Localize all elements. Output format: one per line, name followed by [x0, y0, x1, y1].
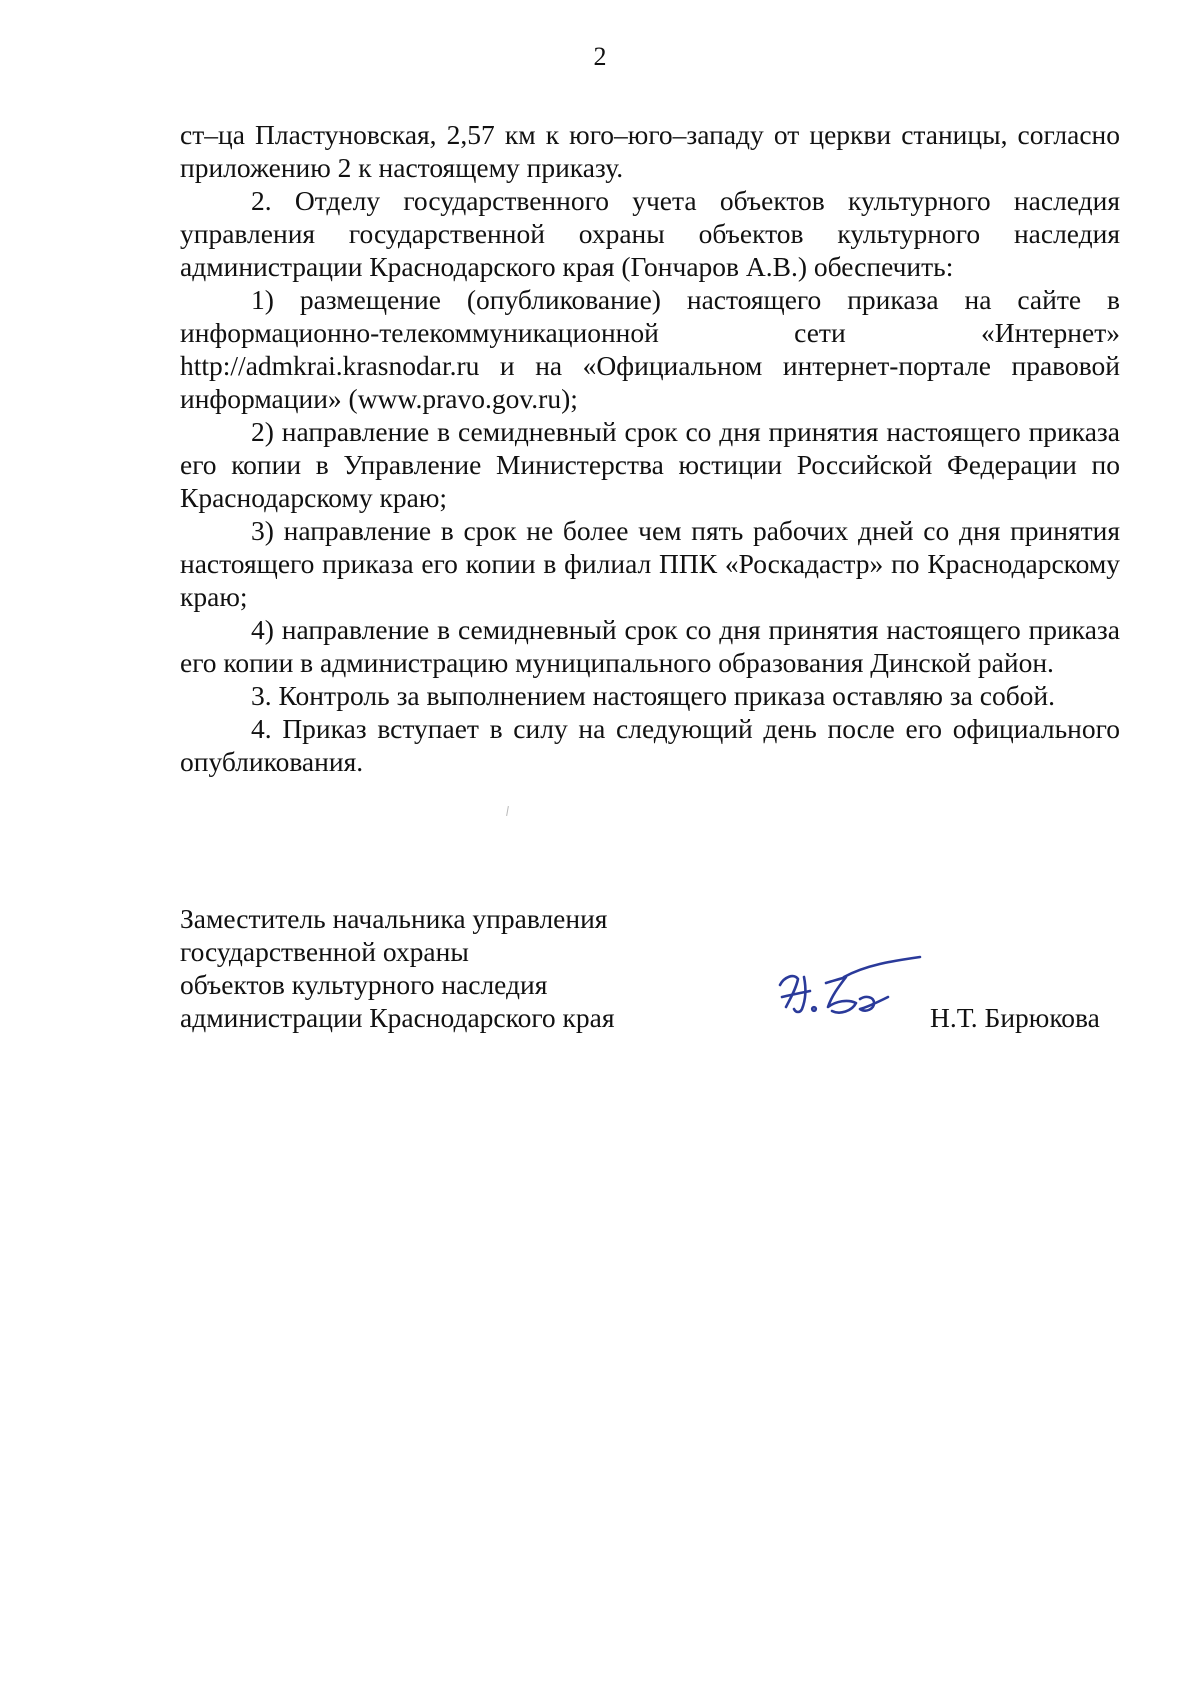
signatory-position: [180, 902, 615, 1034]
page-number: 2: [593, 42, 607, 71]
signer-name: Н.Т. Бирюкова: [930, 1002, 1100, 1033]
paragraph-item-4: 4. Приказ вступает в силу на следующий день после его официального опубликования.: [180, 713, 1120, 777]
paragraph-subitem-3: 3) направление в срок не более чем пять рабочих дней со дня принятия настоящего приказа его копии в филиал ППК «Роскадастр» по Краснодарскому краю;: [180, 515, 1120, 612]
scan-artifact: [506, 806, 509, 816]
paragraph-continuation: ст–ца Пластуновская, 2,57 км к юго–юго–западу от церкви станицы, согласно приложению 2 к настоящему приказу.: [180, 119, 1120, 183]
paragraph-subitem-2: 2) направление в семидневный срок со дня принятия настоящего приказа его копии в Управление Министерства юстиции Российской Федерации по Краснодарскому краю;: [180, 416, 1120, 513]
paragraph-subitem-1: 1) размещение (опубликование) настоящего приказа на сайте в информационно-телекоммуникационной сети «Интернет» http://admkrai.krasnodar.ru и на «Официальном интернет-портале правовой информации» (www.pravo.gov.ru);: [180, 284, 1120, 414]
paragraph-item-2: 2. Отделу государственного учета объектов культурного наследия управления государственной охраны объектов культурного наследия администрации Краснодарского края (Гончаров А.В.) обеспечить:: [180, 185, 1120, 282]
position-line: администрации Краснодарского края: [180, 1002, 615, 1033]
handwritten-signature-icon: [770, 955, 930, 1035]
position-line: государственной охраны: [180, 936, 469, 967]
paragraph-item-3: 3. Контроль за выполнением настоящего приказа оставляю за собой.: [251, 680, 1056, 711]
position-line: Заместитель начальника управления: [180, 903, 608, 934]
order-body-text: [180, 118, 1120, 778]
paragraph-subitem-4: 4) направление в семидневный срок со дня принятия настоящего приказа его копии в администрацию муниципального образования Динской район.: [180, 614, 1120, 678]
position-line: объектов культурного наследия: [180, 969, 548, 1000]
